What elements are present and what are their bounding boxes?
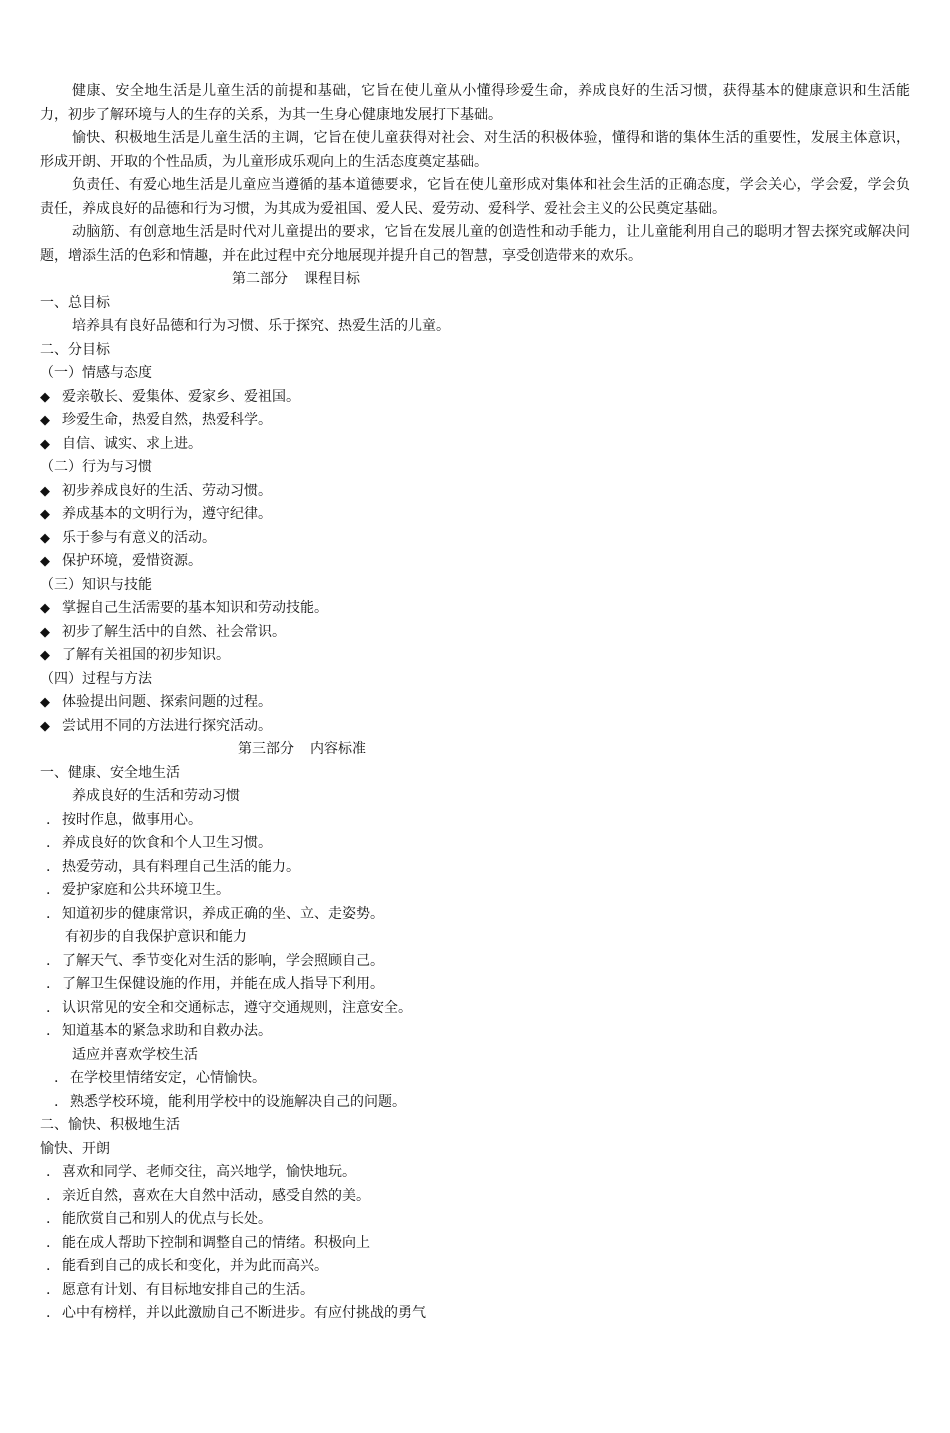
part2-title-number: 第二部分 (232, 271, 288, 287)
sub-goal-heading: 二、分目标 (40, 341, 110, 358)
list-item: . 熟悉学校环境，能利用学校中的设施解决自己的问题。 (54, 1093, 406, 1110)
intro-paragraph: 健康、安全地生活是儿童生活的前提和基础，它旨在使儿童从小懂得珍爱生命，养成良好的生活习惯，获得基本的健康意识和生活能力，初步了解环境与人的生存的关系，为其一生身心健康地发展打下基础。 (40, 83, 910, 123)
part3-title-text: 内容标准 (310, 741, 366, 757)
list-item: . 知道初步的健康常识，养成正确的坐、立、走姿势。 (46, 905, 384, 922)
bullet-item: ◆ 初步养成良好的生活、劳动习惯。 (40, 480, 910, 504)
subsection-heading: 适应并喜欢学校生活 (72, 1046, 198, 1063)
list-item: . 愿意有计划、有目标地安排自己的生活。 (46, 1281, 314, 1298)
bullet-item: ◆ 体验提出问题、探索问题的过程。 (40, 691, 910, 715)
document-body (40, 80, 910, 1326)
diamond-bullet-icon: ◆ (40, 507, 50, 522)
list-item: . 爱护家庭和公共环境卫生。 (46, 882, 230, 898)
list-item: . 了解天气、季节变化对生活的影响，学会照顾自己。 (46, 952, 384, 969)
list-item: . 心中有榜样，并以此激励自己不断进步。有应付挑战的勇气 (46, 1305, 426, 1321)
bullet-item: ◆ 自信、诚实、求上进。 (40, 433, 910, 457)
section-heading: 一、健康、安全地生活 (40, 764, 180, 781)
section-heading: 二、愉快、积极地生活 (40, 1117, 180, 1133)
diamond-bullet-icon: ◆ (40, 554, 50, 569)
bullet-item: ◆ 爱亲敬长、爱集体、爱家乡、爱祖国。 (40, 386, 910, 410)
bullet-item: ◆ 珍爱生命，热爱自然，热爱科学。 (40, 409, 910, 433)
bullet-item: ◆ 尝试用不同的方法进行探究活动。 (40, 715, 910, 739)
diamond-bullet-icon: ◆ (40, 413, 50, 428)
subsection-heading: 愉快、开朗 (40, 1140, 110, 1157)
intro-paragraph: 愉快、积极地生活是儿童生活的主调，它旨在使儿童获得对社会、对生活的积极体验，懂得和谐的集体生活的重要性，发展主体意识，形成开朗、开取的个性品质，为儿童形成乐观向上的生活态度奠定基础。 (40, 130, 910, 170)
general-goal-text: 培养具有良好品德和行为习惯、乐于探究、热爱生活的儿童。 (72, 318, 450, 334)
list-item: . 养成良好的饮食和个人卫生习惯。 (46, 835, 272, 851)
list-item: . 能看到自己的成长和变化，并为此而高兴。 (46, 1258, 328, 1274)
diamond-bullet-icon: ◆ (40, 718, 50, 734)
diamond-bullet-icon: ◆ (40, 483, 50, 499)
general-goal-heading: 一、总目标 (40, 294, 110, 311)
part3-title-number: 第三部分 (238, 741, 294, 757)
list-item: . 了解卫生保健设施的作用，并能在成人指导下利用。 (46, 976, 384, 992)
part3-title (40, 738, 910, 762)
diamond-bullet-icon: ◆ (40, 389, 50, 405)
subsection-heading: 有初步的自我保护意识和能力 (65, 929, 247, 945)
diamond-bullet-icon: ◆ (40, 648, 50, 663)
list-item: . 在学校里情绪安定，心情愉快。 (54, 1070, 266, 1086)
diamond-bullet-icon: ◆ (40, 436, 50, 452)
list-item: . 热爱劳动，具有料理自己生活的能力。 (46, 858, 300, 875)
list-item: . 按时作息，做事用心。 (46, 811, 202, 828)
diamond-bullet-icon: ◆ (40, 624, 50, 640)
bullet-item: ◆ 乐于参与有意义的活动。 (40, 527, 910, 551)
intro-paragraph: 负责任、有爱心地生活是儿童应当遵循的基本道德要求，它旨在使儿童形成对集体和社会生活的正确态度，学会关心，学会爱，学会负责任，养成良好的品德和行为习惯，为其成为爱祖国、爱人民、爱劳动、爱科学、爱社会主义的公民奠定基础。 (40, 177, 910, 217)
list-item: . 知道基本的紧急求助和自救办法。 (46, 1023, 272, 1039)
goal-group-heading: （二）行为与习惯 (40, 459, 152, 475)
goal-group-heading: （三）知识与技能 (40, 576, 152, 593)
bullet-item: ◆ 初步了解生活中的自然、社会常识。 (40, 621, 910, 645)
bullet-item: ◆ 了解有关祖国的初步知识。 (40, 644, 910, 668)
goal-group-heading: （一）情感与态度 (40, 365, 152, 381)
goal-group-heading: （四）过程与方法 (40, 670, 152, 687)
intro-paragraph: 动脑筋、有创意地生活是时代对儿童提出的要求，它旨在发展儿童的创造性和动手能力，让儿童能利用自己的聪明才智去探究或解决问题，增添生活的色彩和情趣，并在此过程中充分地展现并提升自己的智慧，享受创造带来的欢乐。 (40, 224, 910, 264)
diamond-bullet-icon: ◆ (40, 601, 50, 616)
part2-title (40, 268, 910, 292)
list-item: . 喜欢和同学、老师交往，高兴地学，愉快地玩。 (46, 1164, 356, 1180)
list-item: . 亲近自然，喜欢在大自然中活动，感受自然的美。 (46, 1187, 370, 1204)
list-item: . 能在成人帮助下控制和调整自己的情绪。积极向上 (46, 1234, 370, 1251)
bullet-item: ◆ 养成基本的文明行为，遵守纪律。 (40, 503, 910, 527)
part2-title-text: 课程目标 (304, 271, 360, 287)
diamond-bullet-icon: ◆ (40, 530, 50, 546)
diamond-bullet-icon: ◆ (40, 695, 50, 710)
list-item: . 认识常见的安全和交通标志，遵守交通规则，注意安全。 (46, 999, 412, 1016)
subsection-heading: 养成良好的生活和劳动习惯 (72, 788, 240, 804)
bullet-item: ◆ 保护环境，爱惜资源。 (40, 550, 910, 574)
bullet-item: ◆ 掌握自己生活需要的基本知识和劳动技能。 (40, 597, 910, 621)
list-item: . 能欣赏自己和别人的优点与长处。 (46, 1211, 272, 1227)
